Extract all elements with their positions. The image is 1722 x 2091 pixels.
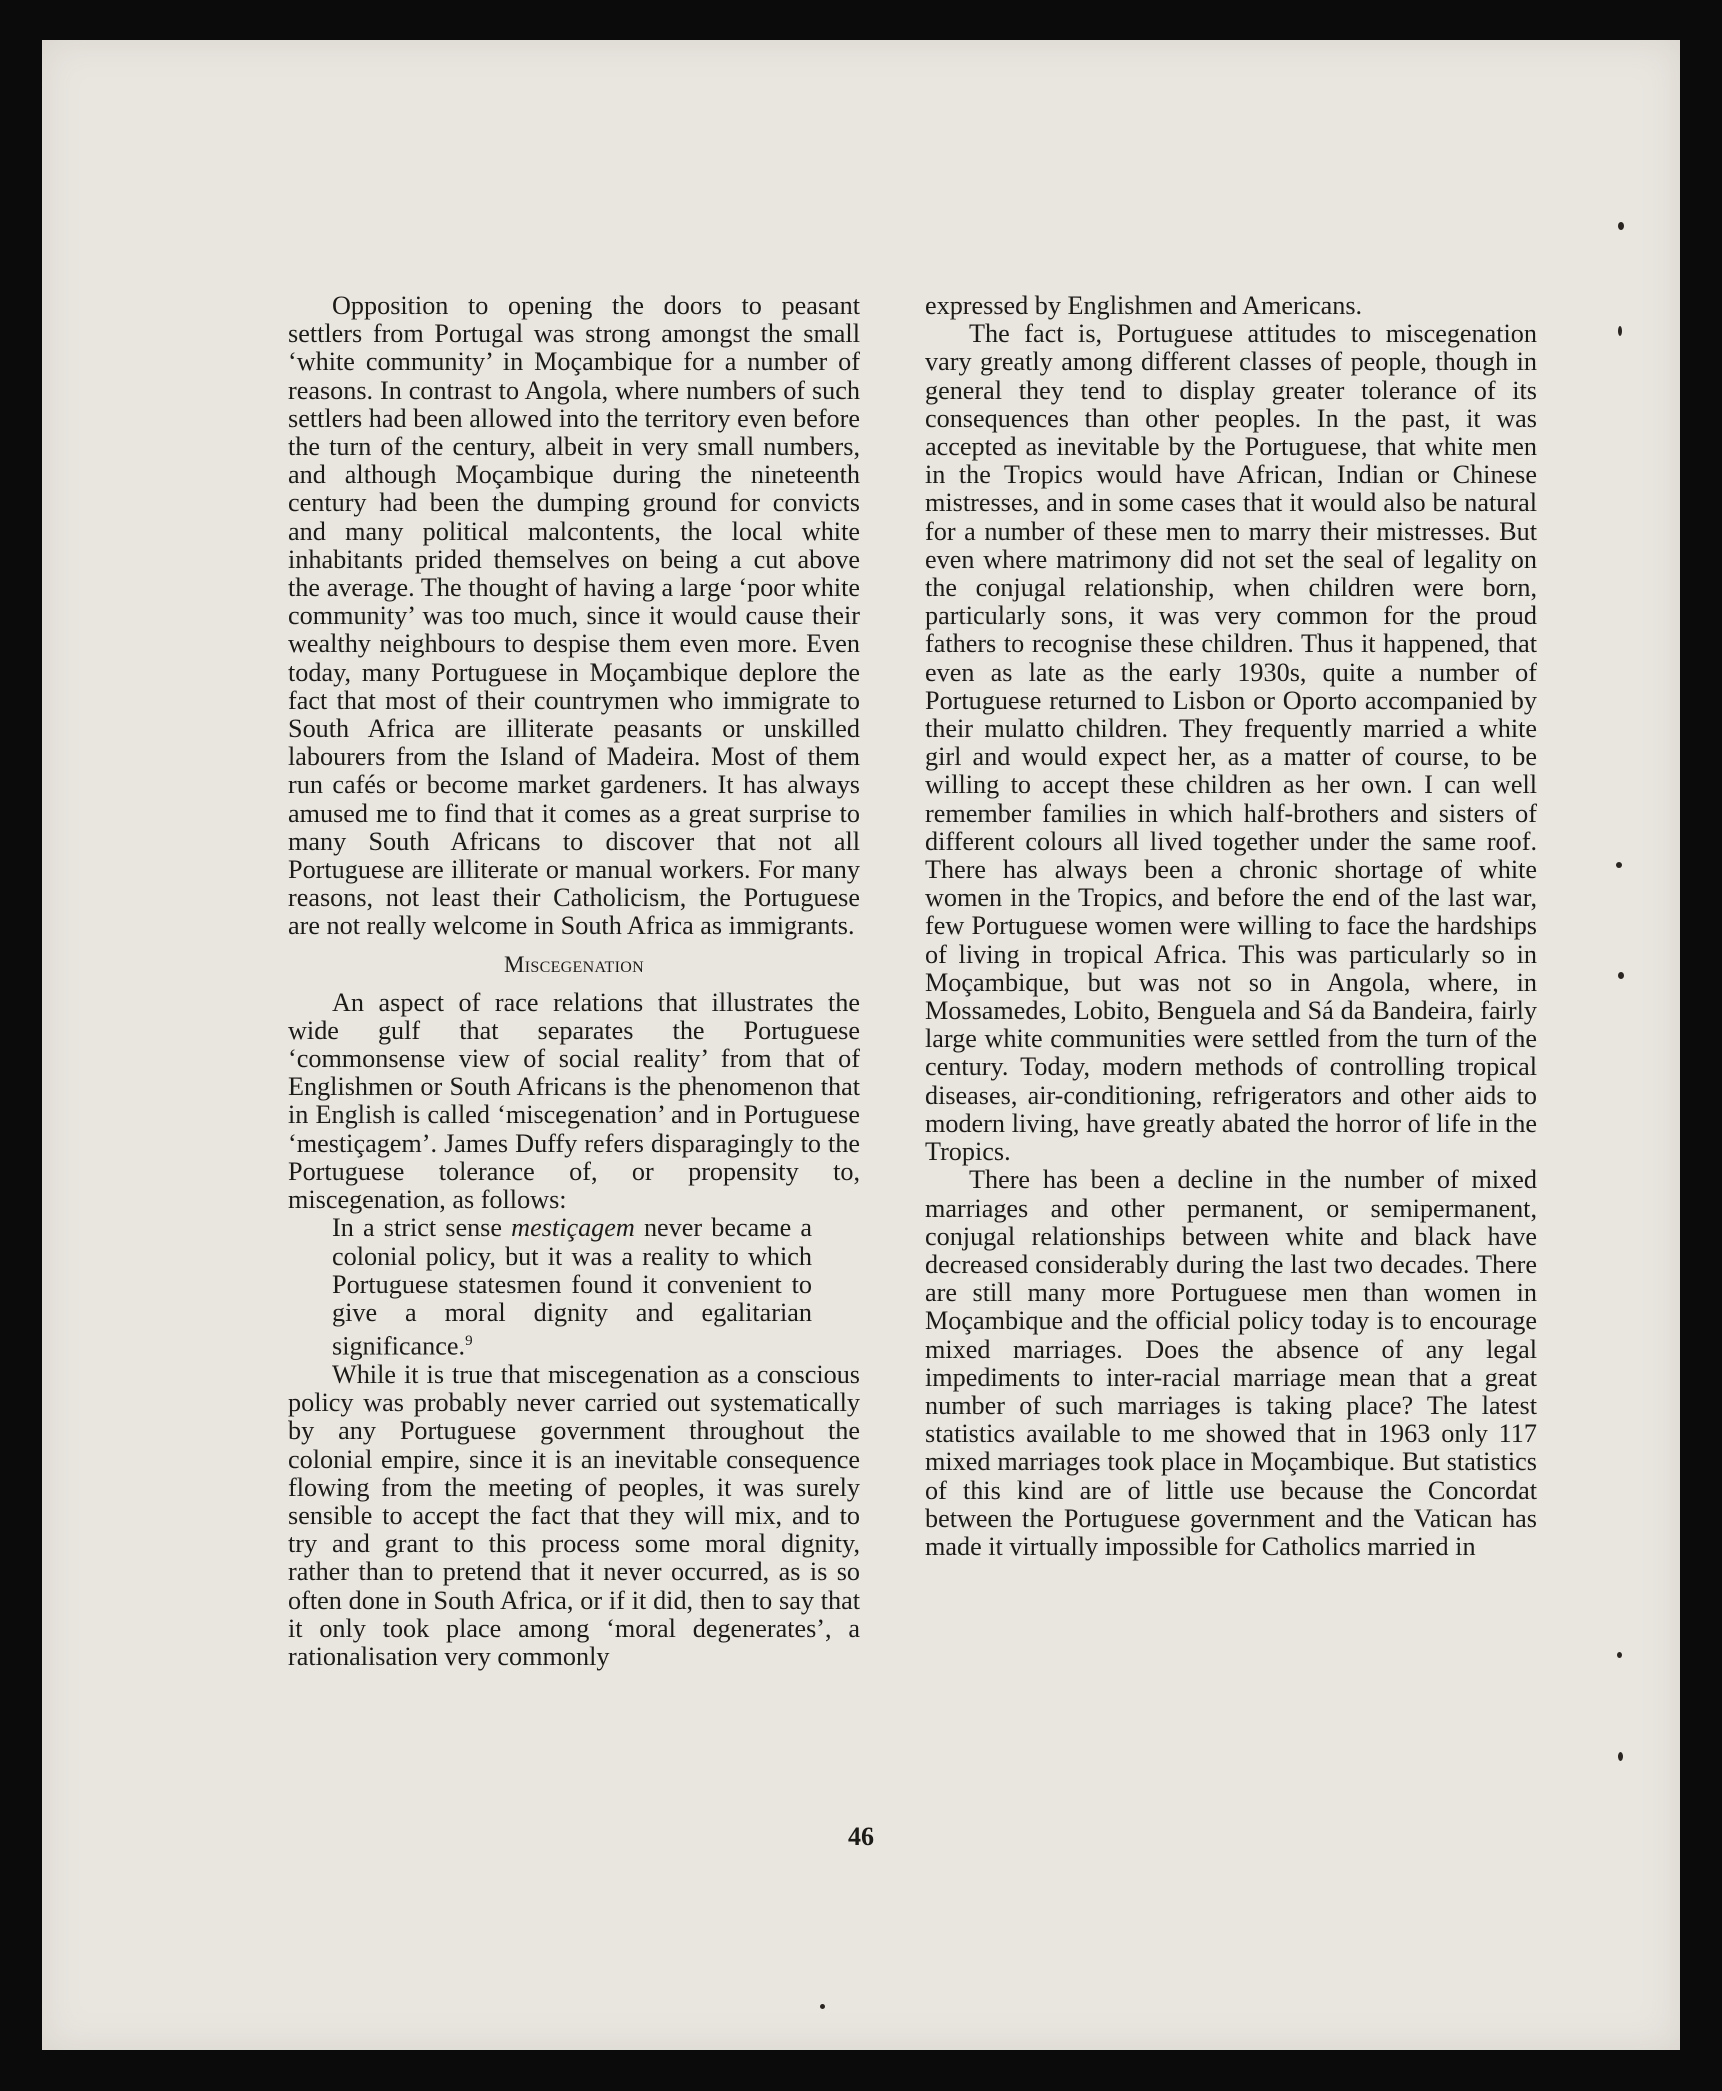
section-heading-miscegenation: Miscegenation — [504, 951, 644, 977]
page-number: 46 — [848, 1822, 874, 1851]
quote-text-start: In a strict sense — [332, 1213, 512, 1243]
paragraph-opposition: Opposition to opening the doors to peasant settlers from Portugal was strong amongst the small ‘white community’ in Moçambique for a number of reasons. In contrast to Angola, where numbers of such settlers had been allowed into the territory even before the turn of the century, albeit in very small numbers, and although Moçambique during the nineteenth century had been the dumping ground for convicts and many political malcontents, the local white inhabitants prided themselves on being a cut above the average. The thought of having a large ‘poor white community’ was too much, since it would cause their wealthy neighbours to despise them even more. Even today, many Portuguese in Moçambique deplore the fact that most of their countrymen who immigrate to South Africa are illiterate peasants or unskilled labourers from the Island of Madeira. Most of them run cafés or become market gardeners. It has always amused me to find that it comes as a great surprise to many South Africans to discover that not all Portuguese are illiterate or manual workers. For many reasons, not least their Catholicism, the Portuguese are not really welcome in South Africa as immigrants. — [288, 291, 860, 941]
scan-speck — [1618, 972, 1624, 979]
scan-speck — [1617, 1652, 1622, 1658]
scan-speck — [1616, 862, 1622, 868]
paragraph-continuation: expressed by Englishmen and Americans. — [925, 291, 1363, 320]
quote-italic-term: mestiçagem — [511, 1213, 635, 1243]
book-page — [42, 40, 1680, 2050]
paragraph-while: While it is true that miscegenation as a conscious policy was probably never carried out systematically by any Portuguese government throughout the colonial empire, since it is an inevitable consequence flowing from the meeting of peoples, it was surely sensible to accept the fact that they will mix, and to try and grant to this process some moral dignity, rather than to pretend that it never occurred, as is so often done in South Africa, or if it did, then to say that it only took place among ‘moral degenerates’, a rationalisation very commonly — [288, 1360, 860, 1672]
paragraph-aspect: An aspect of race relations that illustrates the wide gulf that separates the Portuguese ‘commonsense view of social reality’ from that of Englishmen or South Africans is the phenomenon that in English is called ‘miscegenation’ and in Portuguese ‘mestiçagem’. James Duffy refers disparagingly to the Portuguese tolerance of, or propensity to, miscegenation, as follows: — [288, 987, 860, 1215]
scan-speck — [820, 2004, 825, 2009]
scan-speck — [1618, 326, 1622, 336]
block-quote-duffy — [332, 1214, 812, 1361]
paragraph-decline: There has been a decline in the number of mixed marriages and other permanent, or semipermanent, conjugal relationships between white and black have decreased considerably during the last two decades. There are still many more Portuguese men than women in Moçambique and the official policy today is to encourage mixed marriages. Does the absence of any legal impediments to inter-racial marriage mean that a great number of such marriages is taking place? The latest statistics available to me showed that in 1963 only 117 mixed marriages took place in Moçambique. But statistics of this kind are of little use because the Concordat between the Portuguese government and the Vatican has made it virtually impossible for Catholics married in — [925, 1165, 1537, 1561]
quote-text-end: never became a colonial policy, but it was a reality to which Portuguese statesmen found it convenient to give a moral dignity and egalitarian significance. — [332, 1213, 813, 1361]
scan-speck — [1618, 222, 1624, 230]
footnote-marker: 9 — [465, 1333, 473, 1350]
scan-speck — [1618, 1752, 1623, 1761]
paragraph-the-fact: The fact is, Portuguese attitudes to miscegenation vary greatly among different classes of people, though in general they tend to display greater tolerance of its consequences than other peoples. In the past, it was accepted as inevitable by the Portuguese, that white men in the Tropics would have African, Indian or Chinese mistresses, and in some cases that it would also be natural for a number of these men to marry their mistresses. But even where matrimony did not set the seal of legality on the conjugal relationship, when children were born, particularly sons, it was very common for the proud fathers to recognise these children. Thus it happened, that even as late as the early 1930s, quite a number of Portuguese returned to Lisbon or Oporto accompanied by their mulatto children. They frequently married a white girl and would expect her, as a matter of course, to be willing to accept these children as her own. I can well remember families in which half-brothers and sisters of different colours all lived together under the same roof. There has always been a chronic shortage of white women in the Tropics, and before the end of the last war, few Portuguese women were willing to face the hardships of living in tropical Africa. This was particularly so in Moçambique, but was not so in Angola, where, in Mossamedes, Lobito, Benguela and Sá da Bandeira, fairly large white communities were settled from the turn of the century. Today, modern methods of controlling tropical diseases, air-conditioning, refrigerators and other aids to modern living, have greatly abated the horror of life in the Tropics. — [925, 319, 1537, 1167]
left-column — [288, 292, 860, 1671]
right-column — [925, 292, 1537, 1561]
